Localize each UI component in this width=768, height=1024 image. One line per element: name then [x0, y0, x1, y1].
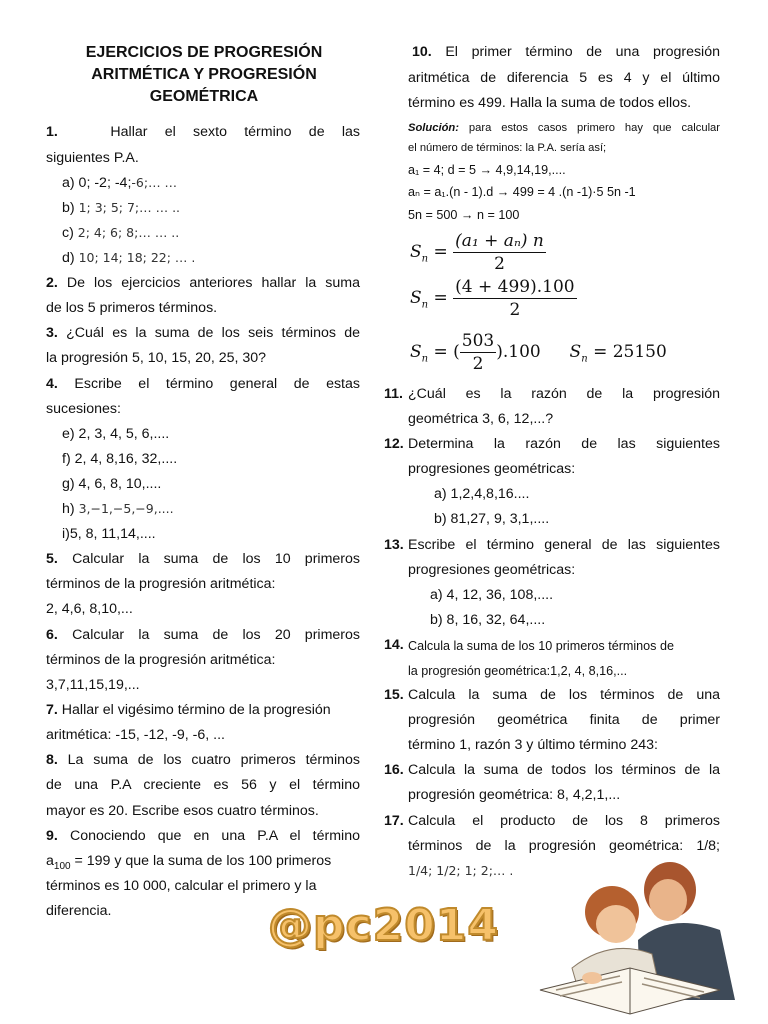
- exercise-14-line-1: Calcula la suma de los 10 primeros términos de: [408, 639, 674, 653]
- title-line-1: EJERCICIOS DE PROGRESIÓN: [85, 44, 323, 61]
- calc-line-3: 5n = 500 → n = 100: [408, 208, 520, 222]
- solution-line-1: [408, 120, 720, 136]
- exercise-12-line-2: progresiones geométricas:: [408, 461, 576, 477]
- exercise-1-line-1: [46, 124, 360, 140]
- calc-line-1: a₁ = 4; d = 5 → 4,9,14,19,....: [408, 163, 566, 177]
- exercise-17-line-3: 1/4; 1/2; 1; 2;… .: [408, 863, 514, 878]
- exercise-9-line-4: diferencia.: [46, 903, 112, 919]
- text: 1; 3; 5; 7;… … ..: [78, 200, 181, 215]
- formula-result: = 25150: [593, 342, 667, 362]
- kids-studying-illustration: [520, 850, 742, 1016]
- exercise-11-line-1: ¿Cuál es la razón de la progresión: [408, 386, 720, 402]
- formula-symbol: S: [410, 288, 422, 308]
- exercise-number: 6.: [46, 627, 58, 643]
- exercise-12-line-1: Determina la razón de las siguientes: [408, 436, 720, 452]
- exercise-number: 7.: [46, 702, 58, 718]
- exercise-5-line-2: términos de la progresión aritmética:: [46, 576, 276, 592]
- exercise-number: 4.: [46, 376, 58, 392]
- exercise-3-line-1: [46, 325, 360, 341]
- subscript: n: [421, 353, 429, 365]
- text: De los ejercicios anteriores hallar la suma: [66, 275, 360, 291]
- exercise-13-b: b) 8, 16, 32, 64,....: [430, 612, 546, 628]
- formula-2: $S_n$ = $\frac{(4 + 499).100}{2}$: [410, 277, 575, 320]
- exercise-8-line-2: de una P.A creciente es 56 y el término: [46, 777, 360, 793]
- exercise-5-line-3: 2, 4,6, 8,10,...: [46, 601, 133, 617]
- exercise-7-line-1: [46, 702, 331, 718]
- text: 2; 4; 6; 8;… … ..: [77, 225, 180, 240]
- exercise-3-line-2: la progresión 5, 10, 15, 20, 25, 30?: [46, 350, 267, 366]
- exercise-12-a: a) 1,2,4,8,16....: [434, 486, 530, 502]
- text: c): [62, 225, 78, 241]
- exercise-11-line-2: geométrica 3, 6, 12,...?: [408, 411, 554, 427]
- formula-1: $S_n$ = $\frac{\text{(a₁ + aₙ) n}}{2}$: [410, 231, 544, 274]
- exercise-12-number: 12.: [384, 436, 404, 452]
- exercise-15-number: 15.: [384, 687, 404, 703]
- exercise-1-c: [62, 225, 179, 241]
- exercise-number: 2.: [46, 275, 58, 291]
- exercise-1-d: [62, 250, 195, 266]
- exercise-number: 1.: [46, 124, 58, 140]
- exercise-4-line-2: sucesiones:: [46, 401, 121, 417]
- exercise-number: 10.: [412, 44, 432, 60]
- denominator: 2: [494, 254, 505, 274]
- text: 3,−1,−5,−9,....: [78, 501, 174, 516]
- formula-3: $S_n$ = ( $\frac{503}{2}$ ).100 $S_n = 25150$: [410, 331, 667, 374]
- exercise-10-line-3: término es 499. Halla la suma de todos ellos.: [408, 95, 692, 111]
- solution-label: Solución:: [408, 122, 459, 134]
- text: ).100: [496, 342, 541, 362]
- formula-symbol: S: [410, 242, 422, 262]
- subscript: n: [581, 353, 588, 365]
- exercise-14-line-2: la progresión geométrica:1,2, 4, 8,16,...: [408, 664, 628, 678]
- text: a) 0; -2; -4;: [62, 175, 132, 191]
- exercise-9-line-3: términos es 10 000, calcular el primero y la: [46, 878, 317, 894]
- formula-symbol: S: [410, 342, 422, 362]
- subscript: 100: [53, 860, 71, 872]
- exercise-11-number: 11.: [384, 386, 403, 402]
- text: La suma de los cuatro primeros términos: [67, 752, 360, 768]
- text: Escribe el término general de estas: [74, 376, 360, 392]
- title-line-3: GEOMÉTRICA: [149, 88, 259, 105]
- exercise-13-a: a) 4, 12, 36, 108,....: [430, 587, 554, 603]
- exercise-4-h: [62, 501, 174, 517]
- exercise-16-line-1: Calcula la suma de todos los términos de la: [408, 762, 720, 778]
- denominator: 2: [509, 300, 521, 320]
- text: Hallar el vigésimo término de la progresión: [61, 702, 331, 718]
- text: = 199 y que la suma de los 100 primeros: [70, 853, 332, 869]
- exercise-6-line-1: [46, 627, 360, 643]
- exercise-4-e: e) 2, 3, 4, 5, 6,....: [62, 426, 170, 442]
- exercise-2-line-1: [46, 275, 360, 291]
- text: 10; 14; 18; 22; … .: [78, 250, 196, 265]
- hand: [582, 972, 602, 984]
- exercise-number: 9.: [46, 828, 58, 844]
- text: ¿Cuál es la suma de los seis términos de: [66, 325, 360, 341]
- exercise-number: 8.: [46, 752, 58, 768]
- text: a: [46, 853, 54, 869]
- fraction: [453, 276, 576, 321]
- exercise-12-b: b) 81,27, 9, 3,1,....: [434, 511, 550, 527]
- watermark-logo: @pc2014: [268, 900, 500, 951]
- text: d): [62, 250, 79, 266]
- subscript: n: [421, 253, 429, 265]
- formula-symbol: S: [569, 342, 582, 362]
- numerator: (4 + 499).100: [455, 277, 575, 297]
- exercise-1-line-2: siguientes P.A.: [46, 150, 139, 166]
- exercise-4-i: i)5, 8, 11,14,....: [62, 526, 156, 542]
- exercise-17-line-1: Calcula el producto de los 8 primeros: [408, 813, 720, 829]
- younger-boy-face: [596, 905, 636, 943]
- calc-line-2: aₙ = a₁.(n - 1).d → 499 = 4 .(n -1)·5 5n -1: [408, 185, 636, 199]
- exercise-number: 3.: [46, 325, 58, 341]
- exercise-13-number: 13.: [384, 537, 404, 553]
- exercise-10-line-1: [408, 44, 720, 60]
- exercise-5-line-1: [46, 551, 360, 567]
- page-title: [46, 42, 362, 108]
- denominator: 2: [472, 354, 484, 374]
- exercise-1-b: [62, 200, 180, 216]
- text: Hallar el sexto término de las: [110, 124, 360, 140]
- exercise-8-line-1: [46, 752, 360, 768]
- exercise-6-line-2: términos de la progresión aritmética:: [46, 652, 276, 668]
- exercise-15-line-1: Calcula la suma de los términos de una: [408, 687, 720, 703]
- exercise-8-line-3: mayor es 20. Escribe esos cuatro términos.: [46, 803, 319, 819]
- exercise-15-line-2: progresión geométrica finita de primer: [408, 712, 720, 728]
- subscript: n: [421, 299, 429, 311]
- exercise-1-a: [62, 175, 177, 191]
- solution-line-2: el número de términos: la P.A. sería así;: [408, 142, 607, 154]
- text: Conociendo que en una P.A el término: [69, 828, 360, 844]
- exercise-16-line-2: progresión geométrica: 8, 4,2,1,...: [408, 787, 621, 803]
- exercise-14-number: 14.: [384, 637, 404, 653]
- numerator: (a₁ + aₙ) n: [455, 231, 544, 251]
- exercise-16-number: 16.: [384, 762, 404, 778]
- exercise-6-line-3: 3,7,11,15,19,...: [46, 677, 140, 693]
- older-boy-face: [649, 879, 687, 921]
- exercise-9-line-1: [46, 828, 360, 844]
- exercise-15-line-3: término 1, razón 3 y último término 243:: [408, 737, 658, 753]
- numerator: 503: [461, 331, 495, 351]
- exercise-9-line-2: [46, 853, 331, 875]
- text: El primer término de una progresión: [445, 44, 720, 60]
- exercise-13-line-2: progresiones geométricas:: [408, 562, 576, 578]
- exercise-4-line-1: [46, 376, 360, 392]
- exercise-10-line-2: aritmética de diferencia 5 es 4 y el último: [408, 70, 720, 86]
- exercise-number: 5.: [46, 551, 58, 567]
- title-line-2: ARITMÉTICA Y PROGRESIÓN: [91, 66, 317, 83]
- fraction: [460, 330, 496, 375]
- text: para estos casos primero hay que calcular: [468, 122, 721, 134]
- exercise-17-number: 17.: [384, 813, 404, 829]
- exercise-17-line-2: términos de la progresión geométrica: 1/8;: [408, 838, 720, 854]
- exercise-4-f: f) 2, 4, 8,16, 32,....: [62, 451, 178, 467]
- text: Calcular la suma de los 10 primeros: [72, 551, 360, 567]
- exercise-4-g: g) 4, 6, 8, 10,....: [62, 476, 162, 492]
- text: h): [62, 501, 79, 517]
- exercise-7-line-2: aritmética: -15, -12, -9, -6, ...: [46, 727, 225, 743]
- text: -6;… …: [131, 175, 178, 190]
- exercise-2-line-2: de los 5 primeros términos.: [46, 300, 218, 316]
- text: Calcular la suma de los 20 primeros: [72, 627, 360, 643]
- fraction: [453, 230, 546, 275]
- exercise-13-line-1: Escribe el término general de las siguientes: [408, 537, 720, 553]
- text: b): [62, 200, 79, 216]
